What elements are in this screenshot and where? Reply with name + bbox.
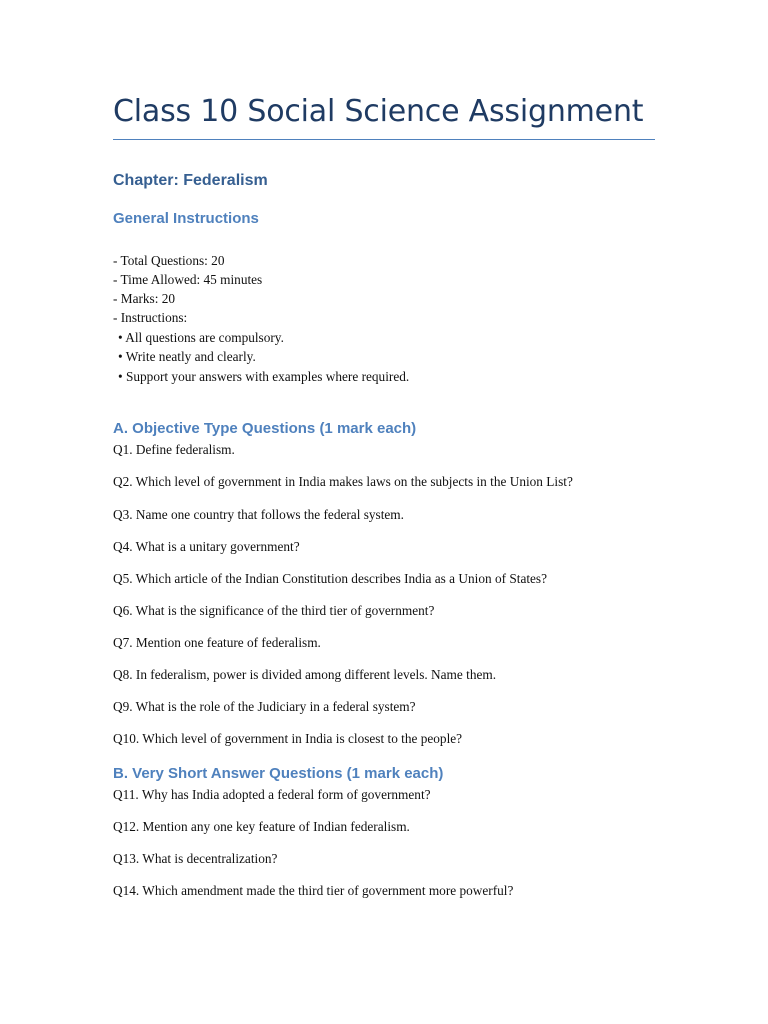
question-item: Q6. What is the significance of the third tier of government? — [113, 603, 435, 618]
instruction-bullet: • Write neatly and clearly. — [118, 349, 256, 364]
question-item: Q10. Which level of government in India is closest to the people? — [113, 731, 463, 746]
document-title: Class 10 Social Science Assignment — [113, 94, 644, 129]
question-item: Q7. Mention one feature of federalism. — [113, 635, 321, 650]
section-b-heading: B. Very Short Answer Questions (1 mark each) — [113, 765, 444, 782]
title-underline — [113, 139, 655, 140]
question-item: Q8. In federalism, power is divided among different levels. Name them. — [113, 667, 497, 682]
question-item: Q14. Which amendment made the third tier of government more powerful? — [113, 883, 514, 898]
instruction-marks: - Marks: 20 — [113, 291, 176, 306]
question-item: Q3. Name one country that follows the federal system. — [113, 507, 404, 522]
instruction-label: - Instructions: — [113, 310, 188, 325]
instruction-bullet: • Support your answers with examples where required. — [118, 369, 410, 384]
instruction-time-allowed: - Time Allowed: 45 minutes — [113, 272, 263, 287]
question-item: Q2. Which level of government in India makes laws on the subjects in the Union List? — [113, 474, 573, 489]
instruction-bullet: • All questions are compulsory. — [118, 330, 284, 345]
question-item: Q13. What is decentralization? — [113, 851, 278, 866]
instruction-total-questions: - Total Questions: 20 — [113, 253, 225, 268]
question-item: Q1. Define federalism. — [113, 442, 235, 457]
question-item: Q4. What is a unitary government? — [113, 539, 300, 554]
question-item: Q11. Why has India adopted a federal form of government? — [113, 787, 431, 802]
instructions-heading: General Instructions — [113, 210, 259, 227]
question-item: Q12. Mention any one key feature of Indian federalism. — [113, 819, 410, 834]
section-a-heading: A. Objective Type Questions (1 mark each) — [113, 420, 417, 437]
question-item: Q9. What is the role of the Judiciary in a federal system? — [113, 699, 416, 714]
chapter-heading: Chapter: Federalism — [113, 172, 268, 189]
question-item: Q5. Which article of the Indian Constitution describes India as a Union of States? — [113, 571, 548, 586]
